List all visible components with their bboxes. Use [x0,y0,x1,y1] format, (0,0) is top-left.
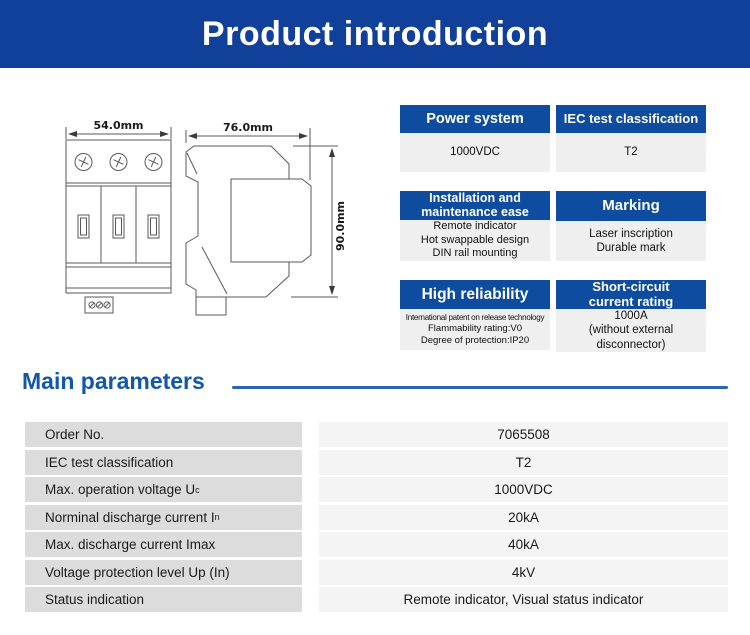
feature-title: IEC test classification [556,105,706,133]
param-label: Status indication [25,587,302,612]
page-banner [0,0,750,68]
table-row [25,505,728,530]
table-row [25,560,728,585]
column-gap [302,422,319,447]
column-gap [302,532,319,557]
section-heading [0,366,750,406]
param-label: Voltage protection level Up (In) [25,560,302,585]
technical-drawing [55,100,360,360]
param-label: Norminal discharge current I n [25,505,302,530]
column-gap [302,587,319,612]
feature-title: Marking [556,191,706,221]
feature-content: T2 [556,133,706,172]
column-gap [302,505,319,530]
feature-box [556,280,706,350]
feature-content: Laser inscription Durable mark [556,221,706,261]
page-title: Product introduction [201,14,549,53]
feature-content: Remote indicator Hot swappable design DIN rail mounting [400,220,550,261]
table-row [25,532,728,557]
param-value: 20kA [319,505,728,530]
param-label: Max. discharge current Imax [25,532,302,557]
param-label: Max. operation voltage U c [25,477,302,502]
param-value: T2 [319,450,728,475]
feature-box [400,191,550,261]
terminal-block-icon [85,297,113,313]
param-value: 7065508 [319,422,728,447]
table-row [25,587,728,612]
side-height-dimension: 90.0mm [334,200,347,252]
feature-title: Power system [400,105,550,133]
section-title: Main parameters [22,368,205,394]
feature-box [400,105,550,172]
param-value: 4kV [319,560,728,585]
feature-box [556,105,706,172]
param-label: Order No. [25,422,302,447]
feature-content: 1000A (without external disconnector) [556,309,706,352]
param-value: 1000VDC [319,477,728,502]
column-gap [302,560,319,585]
feature-content: International patent on release technology Flammability rating:V0 Degree of protection:IP20 [400,309,550,350]
param-value: Remote indicator, Visual status indicator [319,587,728,612]
table-row [25,450,728,475]
param-label: IEC test classification [25,450,302,475]
feature-title: Short-circuit current rating [556,280,706,309]
side-width-dimension: 76.0mm [222,121,274,134]
feature-box [556,191,706,261]
dimension-drawing [55,100,360,360]
feature-content: 1000VDC [400,133,550,172]
feature-title: Installation and maintenance ease [400,191,550,220]
table-row [25,422,728,447]
parameters-table [25,422,728,612]
feature-title: High reliability [400,280,550,309]
param-value: 40kA [319,532,728,557]
column-gap [302,477,319,502]
feature-grid [400,105,708,350]
column-gap [302,450,319,475]
section-rule [232,386,728,389]
table-row [25,477,728,502]
front-width-dimension: 54.0mm [93,119,144,132]
feature-box [400,280,550,350]
